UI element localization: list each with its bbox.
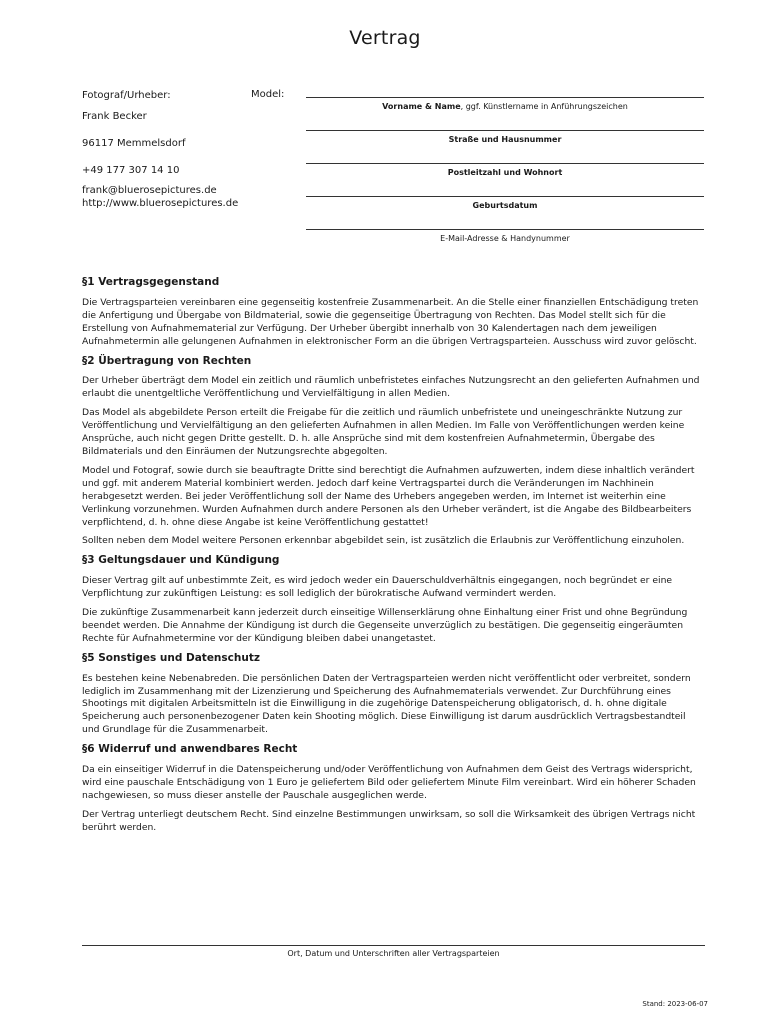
section-heading: §6 Widerruf und anwendbares Recht bbox=[82, 743, 298, 756]
model-birthdate-field[interactable] bbox=[306, 196, 704, 210]
section-heading: §5 Sonstiges und Datenschutz bbox=[82, 651, 260, 664]
signature-caption: Ort, Datum und Unterschriften aller Vertragsparteien bbox=[287, 949, 500, 958]
model-label: Model: bbox=[251, 89, 285, 100]
section-heading: §2 Übertragung von Rechten bbox=[82, 354, 252, 367]
photographer-label: Fotograf/Urheber: bbox=[82, 90, 171, 101]
document-date: Stand: 2023-06-07 bbox=[642, 1000, 708, 1008]
section-paragraph: Da ein einseitiger Widerruf in die Datenspeicherung und/oder Veröffentlichung von Aufnahmen dem Geist des Vertrags widerspricht, wird eine pauschale Entschädigung von 1 Euro je geliefertem Bild oder geliefertem Minute Film vereinbart. Wird ein höherer Schaden nachgewiesen, so muss dieser anstelle der Pauschale ausgeglichen werde. bbox=[82, 764, 696, 801]
section-paragraph: Model und Fotograf, sowie durch sie beauftragte Dritte sind berechtigt die Aufnahmen aufzuwerten, indem diese inhaltlich verändert und ggf. mit anderem Material kombiniert werden. Jedoch darf keine Vertragspartei durch die Veränderungen im Nachhinein herabgesetzt werden. Bei jeder Veröffentlichung soll der Name des Urhebers angegeben werden, im Internet ist weiterhin eine Verlinkung vorzunehmen. Wurden Aufnahmen durch andere Personen als den Urheber verändert, ist die Angabe des Bildbearbeiters verpflichtend, d. h. ohne diese Angabe ist keine Veröffentlichung gestattet! bbox=[82, 464, 695, 528]
model-contact-field[interactable] bbox=[306, 229, 704, 243]
section-paragraph: Das Model als abgebildete Person erteilt die Freigabe für die zeitlich und räumlich unbefristete und uneingeschränkte Nutzung zur Veröffentlichung und Vervielfältigung an den gelieferten Aufnahmen in allen Medien. Im Falle von Veröffentlichungen werden keine Ansprüche, auch nicht gegen Dritte gestellt. D. h. alle Ansprüche sind mit dem kostenfreien Aufnahmetermin, Übergabe des Bildmaterials und den Einräumen der Nutzungsrechte abgegolten. bbox=[82, 407, 685, 457]
field-caption: Straße und Hausnummer bbox=[448, 135, 562, 144]
section-paragraph: Der Vertrag unterliegt deutschem Recht. Sind einzelne Bestimmungen unwirksam, so soll die Wirksamkeit des übrigen Vertrags nicht berührt werden. bbox=[82, 808, 696, 833]
section-paragraph: Es bestehen keine Nebenabreden. Die persönlichen Daten der Vertragsparteien werden nicht veröffentlicht oder verbreitet, sondern lediglich im Zusammenhang mit der Lizenzierung und Speicherung des Aufnahmematerials verwendet. Zur Durchführung eines Shootings mit digitalen Arbeitsmitteln ist die Einwilligung in die zugehörige Datenspeicherung obligatorisch, d. h. ohne digitale Speicherung auch personenbezogener Daten kein Shooting möglich. Diese Einwilligung ist darum ausdrücklich Vertragsbestandteil und Grundlage für die Zusammenarbeit. bbox=[82, 672, 691, 736]
field-caption: Postleitzahl und Wohnort bbox=[447, 168, 563, 177]
field-caption: E-Mail-Adresse & Handynummer bbox=[440, 234, 570, 243]
photographer-email: frank@bluerosepictures.de bbox=[82, 185, 217, 196]
section-paragraph: Die zukünftige Zusammenarbeit kann jederzeit durch einseitige Willenserklärung ohne Einhaltung einer Frist und ohne Begründung beendet werden. Die Annahme der Kündigung ist durch die Gegenseite unverzüglich zu bestätigen. Die gegenseitig eingeräumten Rechte für Aufnahmetermine vor der Kündigung bleiben dabei unangetastet. bbox=[82, 607, 688, 644]
model-city-field[interactable] bbox=[306, 163, 704, 177]
model-street-field[interactable] bbox=[306, 130, 704, 144]
photographer-phone: +49 177 307 14 10 bbox=[82, 165, 180, 176]
field-caption: Geburtsdatum bbox=[472, 201, 538, 210]
photographer-website: http://www.bluerosepictures.de bbox=[82, 198, 239, 209]
section-paragraph: Die Vertragsparteien vereinbaren eine gegenseitig kostenfreie Zusammenarbeit. An die Stelle einer finanziellen Entschädigung treten die Anfertigung und Übergabe von Bildmaterial, sowie die gegenseitige Übertragung von Rechten. Das Model stellt sich für die Erstellung von Aufnahmematerial zur Verfügung. Der Urheber übergibt innerhalb von 30 Kalendertagen nach dem jeweiligen Aufnahmetermin alle gelungenen Aufnahmen in elektronischer Form an die übrigen Vertragsparteien. Ausschuss wird zuvor gelöscht. bbox=[82, 296, 699, 347]
document-title: Vertrag bbox=[349, 27, 421, 49]
field-caption: Vorname & Name, ggf. Künstlername in Anführungszeichen bbox=[382, 102, 628, 111]
section-paragraph: Dieser Vertrag gilt auf unbestimmte Zeit, es wird jedoch weder ein Dauerschuldverhältnis eingegangen, noch begründet er eine Verpflichtung zur zukünftigen Leistung: es soll lediglich der bürokratische Aufwand vermindert werden. bbox=[82, 575, 673, 600]
section-paragraph: Der Urheber überträgt dem Model ein zeitlich und räumlich unbefristetes einfaches Nutzungsrecht an den gelieferten Aufnahmen und erlaubt die unentgeltliche Veröffentlichung und Vervielfältigung in allen Medien. bbox=[82, 375, 700, 400]
signature-line[interactable] bbox=[82, 945, 705, 946]
section-heading: §1 Vertragsgegenstand bbox=[82, 276, 220, 288]
section-paragraph: Sollten neben dem Model weitere Personen erkennbar abgebildet sein, ist zusätzlich die Erlaubnis zur Veröffentlichung einzuholen. bbox=[82, 535, 685, 547]
contract-body bbox=[82, 276, 705, 841]
photographer-name: Frank Becker bbox=[82, 111, 147, 122]
model-name-field[interactable] bbox=[306, 97, 704, 111]
section-heading: §3 Geltungsdauer und Kündigung bbox=[82, 554, 280, 567]
photographer-city: 96117 Memmelsdorf bbox=[82, 138, 186, 149]
